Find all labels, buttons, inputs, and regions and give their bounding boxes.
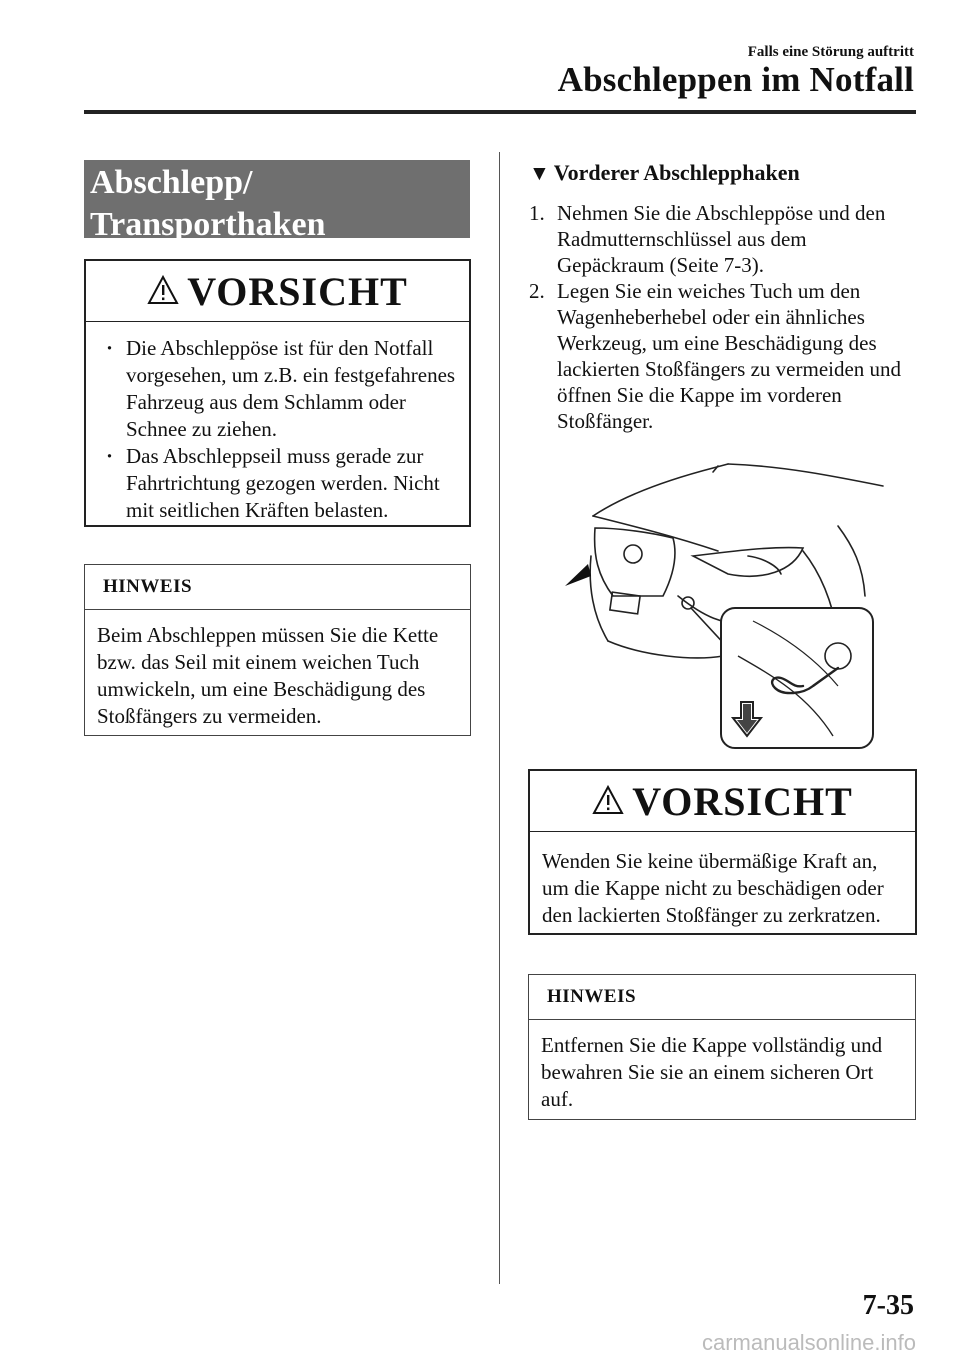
caution-title-text: VORSICHT bbox=[187, 268, 408, 314]
chapter-title: Falls eine Störung auftritt bbox=[747, 44, 914, 60]
column-divider bbox=[499, 152, 500, 1284]
section-title-banner bbox=[84, 160, 470, 243]
step-number: 1. bbox=[529, 201, 545, 225]
warning-triangle-icon bbox=[147, 268, 179, 315]
watermark: carmanualsonline.info bbox=[701, 1330, 916, 1355]
section-title-line1: Abschlepp/ bbox=[90, 164, 253, 201]
step-number: 2. bbox=[529, 279, 545, 303]
subheading bbox=[529, 160, 800, 186]
caution-body-left bbox=[86, 322, 469, 524]
note-box-right bbox=[528, 974, 916, 1120]
caution-title-left bbox=[86, 261, 469, 322]
note-box-left bbox=[84, 564, 471, 736]
caution-title-right bbox=[530, 771, 915, 832]
caution-body-right: Wenden Sie keine übermäßige Kraft an, um die Kappe nicht zu beschädigen oder den lackierten Stoßfänger zu zerkratzen. bbox=[542, 849, 884, 927]
caution-box-left bbox=[84, 259, 471, 527]
car-front-illustration bbox=[553, 456, 903, 752]
caution-bullet: · Das Abschleppseil muss gerade zur Fahrtrichtung gezogen werden. Nicht mit seitlichen Kräften belasten. bbox=[104, 443, 463, 524]
note-body-right: Entfernen Sie die Kappe vollständig und bewahren Sie sie an einem sicheren Ort auf. bbox=[541, 1033, 883, 1111]
step-text: Nehmen Sie die Abschleppöse und den Radmutternschlüssel aus dem Gepäckraum (Seite 7-3). bbox=[557, 201, 886, 277]
step-text: Legen Sie ein weiches Tuch um den Wagenheberhebel oder ein ähnliches Werkzeug, um eine Beschädigung des lackierten Stoßfängers zu vermeiden und öffnen Sie die Kappe im vorderen Stoßfänger. bbox=[557, 279, 902, 433]
note-title-right: HINWEIS bbox=[529, 975, 915, 1020]
caution-bullet: · Die Abschleppöse ist für den Notfall vorgesehen, um z.B. ein festgefahrenes Fahrzeug aus dem Schlamm oder Schnee zu ziehen. bbox=[104, 335, 463, 443]
page-title: Abschleppen im Notfall bbox=[557, 60, 914, 99]
caution-box-right bbox=[528, 769, 917, 935]
subheading-text: Vorderer Abschlepphaken bbox=[553, 160, 800, 185]
triangle-down-icon: ▼ bbox=[529, 160, 550, 185]
step-item bbox=[529, 278, 919, 434]
header-rule bbox=[84, 110, 916, 114]
step-item bbox=[529, 200, 919, 278]
note-title-left: HINWEIS bbox=[85, 565, 470, 610]
caution-title-text: VORSICHT bbox=[632, 778, 853, 824]
section-title-line2: Transporthaken bbox=[90, 206, 326, 243]
warning-triangle-icon bbox=[592, 778, 624, 825]
note-body-left: Beim Abschleppen müssen Sie die Kette bzw. das Seil mit einem weichen Tuch umwickeln, um eine Beschädigung des Stoßfängers zu vermeiden. bbox=[97, 623, 439, 728]
page-number: 7-35 bbox=[862, 1290, 914, 1321]
steps-list bbox=[529, 200, 919, 434]
